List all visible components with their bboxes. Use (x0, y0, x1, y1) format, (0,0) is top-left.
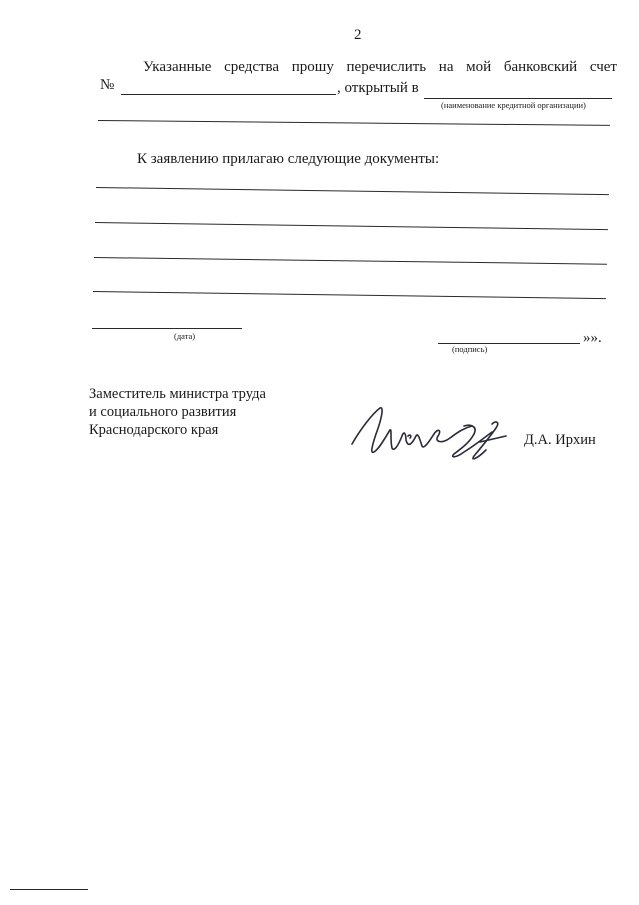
signer-position-line2: и социального развития (89, 404, 237, 420)
credit-org-continuation-line (98, 120, 610, 126)
word: счет (589, 59, 617, 75)
date-line (92, 328, 242, 329)
signer-position-line3: Краснодарского края (89, 422, 219, 438)
attachments-heading: К заявлению прилагаю следующие документы: (137, 151, 440, 167)
attachment-line (96, 187, 609, 195)
footnote-separator (10, 889, 88, 890)
signer-name: Д.А. Ирхин (524, 432, 596, 448)
attachment-line (94, 257, 607, 265)
closing-quote: »». (583, 330, 602, 346)
word: перечислить (346, 59, 427, 75)
signature-caption: (подпись) (452, 344, 488, 354)
word: прошу (291, 59, 334, 75)
credit-org-caption: (наименование кредитной организации) (441, 100, 586, 110)
credit-org-line (424, 98, 612, 99)
page-number: 2 (354, 27, 362, 43)
word: Указанные (143, 59, 212, 75)
account-number-line (121, 94, 336, 95)
signer-position-line1: Заместитель министра труда (89, 386, 266, 402)
paragraph1-first-line (143, 59, 617, 76)
word: банковский (503, 59, 578, 75)
date-caption: (дата) (174, 331, 196, 341)
word: на (438, 59, 454, 75)
opened-in-text: , открытый в (337, 80, 419, 96)
word: средства (224, 59, 280, 75)
handwritten-signature (346, 400, 526, 472)
attachment-line (93, 291, 606, 299)
attachment-line (95, 222, 608, 230)
number-sign: № (100, 77, 115, 93)
word: мой (466, 59, 492, 75)
